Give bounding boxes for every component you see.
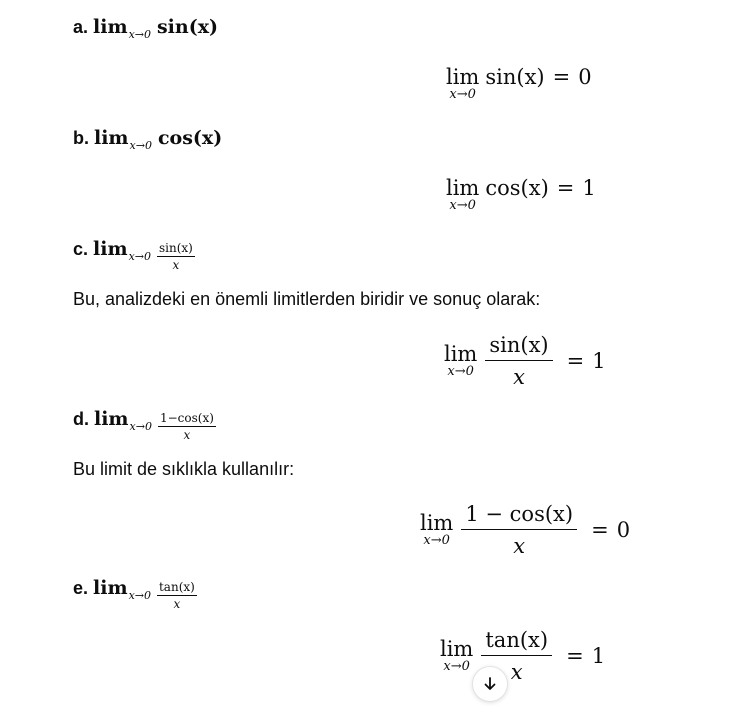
fraction-denominator: x: [172, 258, 180, 272]
limit-expression: cos(x): [157, 127, 223, 149]
lim-operator: lim: [94, 127, 129, 149]
lim-operator: lim: [94, 408, 129, 430]
equals-sign: =: [556, 176, 575, 200]
limit-expression: sin(x): [156, 16, 219, 38]
item-label: e.: [73, 578, 89, 598]
lim-block: [446, 66, 479, 102]
arrow-down-icon: [482, 676, 498, 692]
fraction-denominator: x: [510, 660, 523, 684]
item-c-display-equation: [444, 333, 606, 389]
item-label: a.: [73, 17, 89, 37]
lim-subscript: x→0: [447, 364, 474, 379]
limit-expression: sin(x): [485, 65, 545, 89]
lim-operator: lim: [420, 511, 454, 535]
fraction-numerator: sin(x): [485, 333, 552, 361]
lim-operator: lim: [444, 342, 478, 366]
display-fraction: [461, 502, 577, 558]
limit-result: 0: [616, 518, 631, 542]
limit-result: 1: [592, 349, 606, 373]
lim-subscript: x→0: [128, 589, 151, 602]
equals-sign: =: [566, 644, 584, 668]
lim-subscript: x→0: [129, 139, 152, 152]
item-d-description: Bu limit de sıklıkla kullanılır:: [73, 459, 295, 479]
lim-subscript: x→0: [423, 533, 450, 548]
item-a-display-equation: [446, 66, 592, 102]
fraction-numerator: 1 − cos(x): [461, 502, 577, 530]
item-b-display-equation: [446, 177, 596, 213]
fraction-denominator: x: [173, 597, 181, 611]
fraction-numerator: tan(x): [158, 580, 195, 594]
inline-fraction: [157, 580, 197, 611]
item-e-heading: [73, 577, 197, 614]
lim-block: [446, 177, 479, 213]
lim-subscript: x→0: [129, 420, 152, 433]
fraction-numerator: 1−cos(x): [159, 411, 214, 425]
limit-expression: cos(x): [485, 176, 549, 200]
fraction-numerator: tan(x): [481, 628, 552, 656]
display-fraction: [485, 333, 552, 389]
item-e-display-equation: [440, 628, 605, 684]
limit-result: 1: [582, 176, 596, 200]
lim-operator: lim: [93, 16, 128, 38]
equals-sign: =: [591, 518, 609, 542]
lim-operator: lim: [93, 577, 128, 599]
item-c-heading: [73, 238, 195, 275]
item-label: b.: [73, 128, 89, 148]
item-b-heading: [73, 127, 223, 152]
lim-block: [444, 343, 477, 379]
item-a-heading: [73, 16, 219, 41]
fraction-denominator: x: [513, 534, 526, 558]
equals-sign: =: [566, 349, 585, 373]
fraction-numerator: sin(x): [158, 241, 193, 255]
lim-operator: lim: [440, 637, 474, 661]
equals-sign: =: [552, 65, 571, 89]
limit-result: 0: [578, 65, 592, 89]
scroll-to-bottom-button[interactable]: [472, 666, 508, 702]
limit-result: 1: [591, 644, 606, 668]
fraction-denominator: x: [513, 365, 525, 389]
lim-subscript: x→0: [449, 198, 476, 213]
lim-block: [420, 512, 453, 548]
lim-subscript: x→0: [128, 250, 151, 263]
item-label: d.: [73, 409, 89, 429]
item-d-display-equation: [420, 502, 630, 558]
fraction-denominator: x: [183, 428, 191, 442]
lim-subscript: x→0: [128, 28, 151, 41]
item-c-description: Bu, analizdeki en önemli limitlerden biridir ve sonuç olarak:: [73, 289, 541, 309]
lim-operator: lim: [446, 65, 480, 89]
lim-subscript: x→0: [443, 659, 470, 674]
inline-fraction: [157, 241, 195, 272]
lim-operator: lim: [93, 238, 128, 260]
inline-fraction: [158, 411, 216, 442]
lim-operator: lim: [446, 176, 480, 200]
item-d-heading: [73, 408, 216, 445]
item-label: c.: [73, 239, 89, 259]
lim-block: [440, 638, 473, 674]
lim-subscript: x→0: [449, 87, 476, 102]
